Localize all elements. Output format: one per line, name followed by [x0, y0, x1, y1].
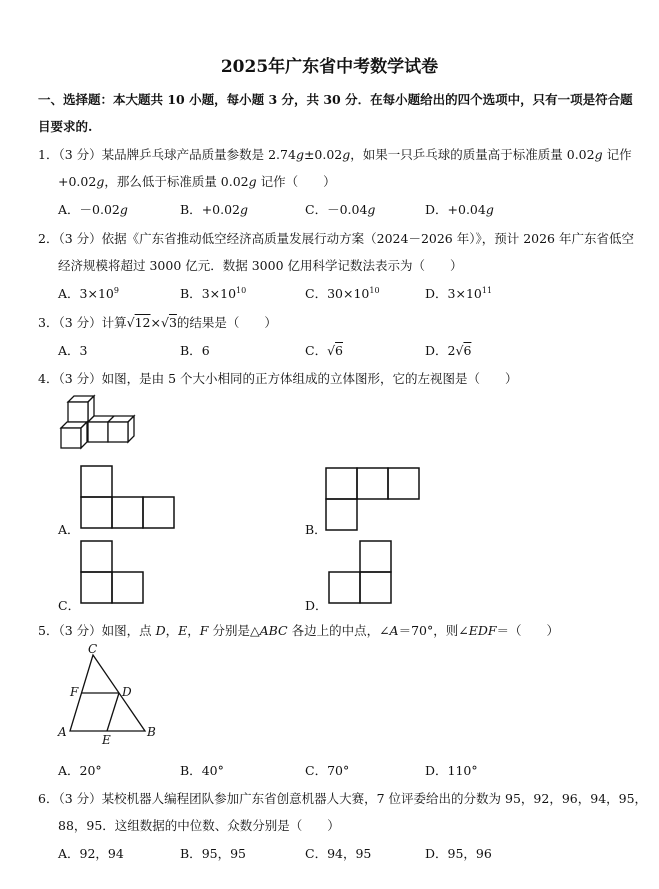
- option-text: 94，95: [327, 846, 372, 861]
- q2-option-c[interactable]: [305, 284, 380, 302]
- q5-text: ，: [165, 623, 179, 638]
- q1-unit: g: [248, 174, 257, 189]
- sqrt-symbol: √: [327, 343, 336, 358]
- option-label: B．: [180, 202, 202, 217]
- q4-option-c-view[interactable]: [80, 540, 145, 606]
- option-base: 3×10: [201, 286, 237, 301]
- option-radicand: 6: [335, 343, 343, 358]
- times-symbol: ×: [150, 315, 161, 330]
- q1-text-d: 记作: [602, 147, 632, 162]
- q1-text-b: ±0.02: [303, 147, 343, 162]
- option-text: －0.02: [79, 202, 120, 217]
- section-intro-line1: 一、选择题：本大题共 10 小题，每小题 3 分，共 30 分．在每小题给出的四个选项中，只有一项是符合题: [38, 92, 633, 107]
- q5-var: E: [178, 623, 188, 638]
- q4-option-b-label[interactable]: B．: [305, 522, 327, 537]
- q2-option-b[interactable]: [180, 284, 246, 302]
- q3-radicand-1: 12: [134, 315, 151, 330]
- q2-option-a[interactable]: [58, 284, 119, 302]
- segment-de: [107, 693, 119, 731]
- q1-text-c: ，如果一只乒乓球的质量高于标准质量 0.02: [350, 147, 595, 162]
- q1-unit: g: [96, 174, 105, 189]
- option-unit: g: [119, 202, 128, 217]
- label-d: D: [122, 685, 132, 699]
- option-text: 110°: [447, 763, 478, 778]
- option-exponent: 10: [236, 285, 247, 295]
- q3-option-a[interactable]: [58, 341, 87, 359]
- option-text: +0.02: [201, 202, 240, 217]
- q5-var: D: [155, 623, 166, 638]
- option-label: A．: [58, 846, 80, 861]
- q1-unit: g: [594, 147, 603, 162]
- option-label: D．: [425, 202, 448, 217]
- q6-line1: 6．（3 分）某校机器人编程团队参加广东省创意机器人大赛，7 位评委给出的分数为 95，92，96，94，95，: [38, 791, 648, 806]
- option-text: 92，94: [79, 846, 124, 861]
- option-radicand: 6: [463, 343, 472, 358]
- q6-option-d[interactable]: [425, 844, 492, 862]
- label-a: A: [58, 725, 67, 739]
- option-label: A．: [58, 202, 80, 217]
- q5-var: ABC: [259, 623, 288, 638]
- q6-option-a[interactable]: [58, 844, 124, 862]
- q3-option-d[interactable]: [425, 341, 471, 359]
- option-unit: g: [240, 202, 249, 217]
- option-exponent: 11: [481, 285, 493, 295]
- option-label: D．: [425, 763, 448, 778]
- sqrt-symbol: √: [161, 315, 169, 330]
- option-text: －0.04: [327, 202, 368, 217]
- q3-radicand-2: 3: [168, 315, 177, 330]
- option-exponent: 10: [369, 285, 380, 295]
- q1-line1: [38, 145, 632, 163]
- q1-line2: [58, 172, 336, 190]
- label-e: E: [102, 733, 111, 747]
- q5-var: EDF: [468, 623, 497, 638]
- q1-text-a: 1．（3 分）某品牌乒乓球产品质量参数是 2.74: [38, 147, 296, 162]
- page-title: 2025年广东省中考数学试卷: [220, 57, 439, 77]
- q2-line1: 2．（3 分）依据《广东省推动低空经济高质量发展行动方案（2024－2026 年）》，预计 2026 年广东省低空: [38, 231, 634, 246]
- option-label: B．: [180, 343, 202, 358]
- option-label: D．: [425, 286, 448, 301]
- q3-option-c[interactable]: [305, 341, 343, 359]
- q5-text: ＝70°，则∠: [398, 623, 469, 638]
- option-base: 30×10: [327, 286, 370, 301]
- q2-option-d[interactable]: [425, 284, 492, 302]
- q1-text-f: ，那么低于标准质量 0.02: [104, 174, 249, 189]
- q5-text: 5．（3 分）如图，点: [38, 623, 156, 638]
- option-label: C．: [305, 202, 328, 217]
- q4-option-c-label[interactable]: C．: [58, 598, 81, 613]
- option-label: C．: [305, 286, 328, 301]
- q5-var: A: [389, 623, 399, 638]
- q1-text-e: +0.02: [58, 174, 97, 189]
- option-label: D．: [425, 846, 448, 861]
- option-base: 3×10: [79, 286, 114, 301]
- option-text: 3: [79, 343, 88, 358]
- q6-line2: 88，95．这组数据的中位数、众数分别是（ ）: [58, 818, 340, 833]
- label-c: C: [88, 643, 98, 656]
- option-text: 40°: [201, 763, 224, 778]
- option-text: 6: [201, 343, 210, 358]
- q1-unit: g: [342, 147, 351, 162]
- option-label: A．: [58, 763, 80, 778]
- q1-option-c[interactable]: [305, 200, 375, 218]
- option-text: 95，95: [201, 846, 246, 861]
- q3-prefix: 3．（3 分）计算: [38, 315, 127, 330]
- option-label: D．: [425, 343, 448, 358]
- q4-option-b-view[interactable]: [325, 467, 420, 532]
- option-label: B．: [180, 763, 202, 778]
- q3-option-b[interactable]: [180, 341, 210, 359]
- q5-text: ＝（ ）: [496, 623, 560, 638]
- q1-unit: g: [295, 147, 304, 162]
- sqrt-symbol: √: [455, 343, 464, 358]
- option-label: B．: [180, 286, 202, 301]
- option-text: +0.04: [447, 202, 486, 217]
- q4-option-a-view[interactable]: [80, 465, 175, 530]
- option-text: 70°: [327, 763, 350, 778]
- q5-option-a[interactable]: [58, 761, 102, 779]
- q6-option-b[interactable]: [180, 844, 246, 862]
- label-f: F: [70, 685, 79, 699]
- option-label: A．: [58, 286, 80, 301]
- q5-option-d[interactable]: [425, 761, 478, 779]
- q4-option-d-view[interactable]: [327, 540, 393, 606]
- option-label: B．: [180, 846, 202, 861]
- q5-text: 各边上的中点，∠: [287, 623, 390, 638]
- q5-option-b[interactable]: [180, 761, 224, 779]
- q1-text-g: 记作（ ）: [256, 174, 336, 189]
- sqrt-symbol: √: [126, 315, 135, 330]
- option-exponent: 9: [113, 285, 119, 295]
- q4-option-d-label[interactable]: D．: [305, 598, 328, 613]
- option-label: C．: [305, 343, 328, 358]
- option-unit: g: [367, 202, 376, 217]
- q4-solid-figure: [55, 392, 150, 457]
- q5-triangle-figure: [55, 643, 165, 748]
- q3-suffix: 的结果是（ ）: [176, 315, 277, 330]
- q4-option-a-label[interactable]: A．: [58, 522, 80, 537]
- q5-text: ，: [187, 623, 200, 638]
- label-b: B: [147, 725, 156, 739]
- section-intro-line2: 目要求的.: [38, 119, 93, 134]
- q5-line: [38, 621, 559, 639]
- q5-text: 分别是△: [208, 623, 260, 638]
- option-unit: g: [485, 202, 494, 217]
- option-coef: 2: [447, 343, 456, 358]
- q1-option-d[interactable]: [425, 200, 494, 218]
- q2-line2: 经济规模将超过 3000 亿元．数据 3000 亿用科学记数法表示为（ ）: [58, 258, 463, 273]
- option-label: C．: [305, 763, 328, 778]
- q4-line1: 4．（3 分）如图，是由 5 个大小相同的正方体组成的立体图形，它的左视图是（ ）: [38, 371, 518, 386]
- q5-var: F: [199, 623, 209, 638]
- q1-option-a[interactable]: [58, 200, 128, 218]
- q3-line: [38, 313, 277, 331]
- q6-option-c[interactable]: [305, 844, 371, 862]
- q5-option-c[interactable]: [305, 761, 349, 779]
- option-label: C．: [305, 846, 328, 861]
- q1-option-b[interactable]: [180, 200, 248, 218]
- option-label: A．: [58, 343, 80, 358]
- option-base: 3×10: [447, 286, 482, 301]
- option-text: 20°: [79, 763, 102, 778]
- option-text: 95，96: [447, 846, 492, 861]
